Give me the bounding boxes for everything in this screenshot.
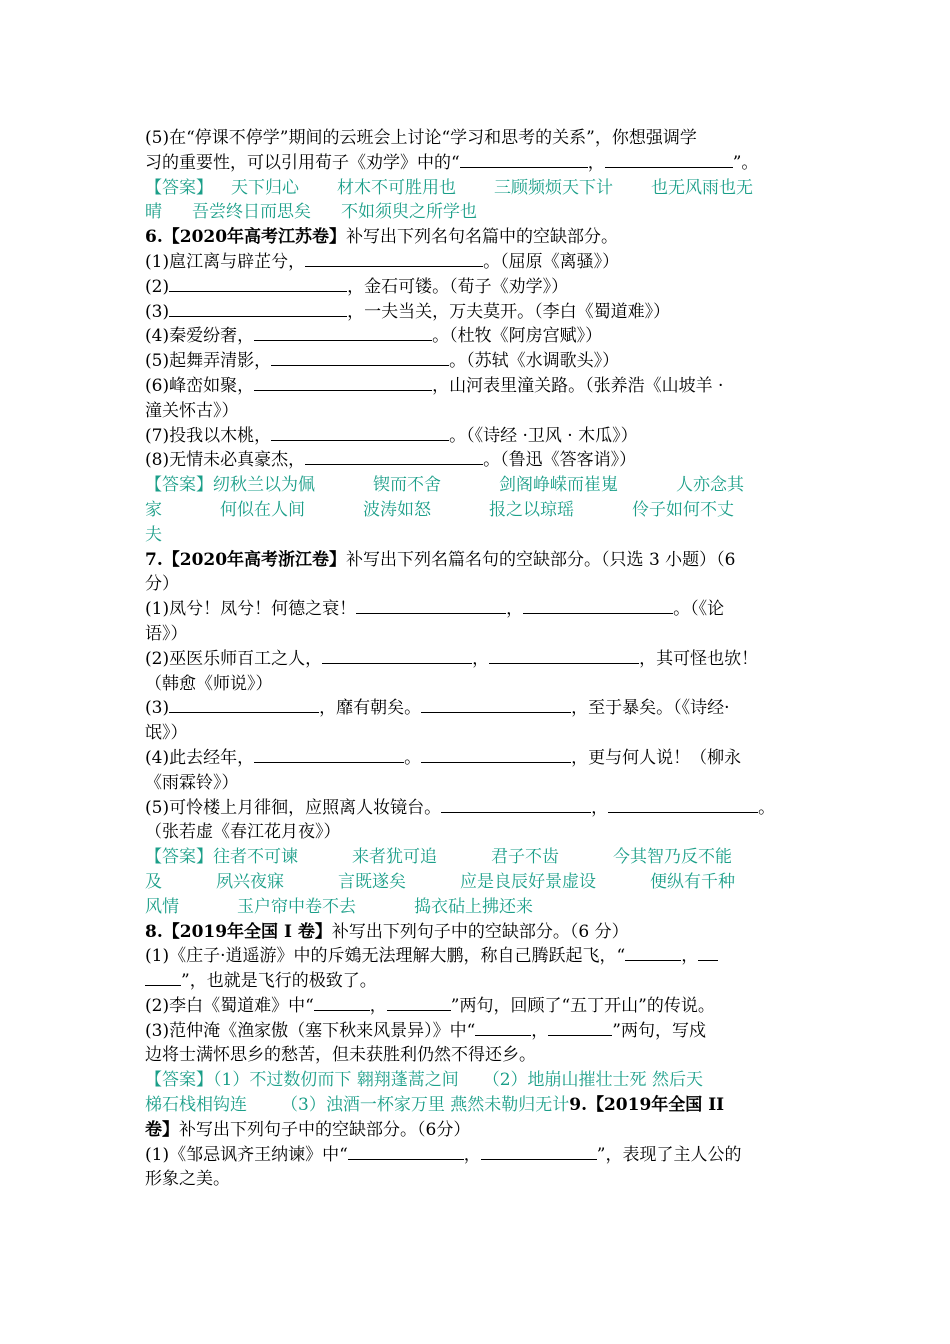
q6-item4: (4)秦爱纷奢， 。（杜牧《阿房宫赋》） — [145, 326, 603, 347]
q7-answer-line1: 【答案】往者不可谏 来者犹可追 君子不齿 今其智乃反不能 — [145, 847, 732, 868]
q8-item3-cont: 边将士满怀思乡的愁苦，但未获胜利仍然不得还乡。 — [145, 1045, 536, 1066]
answer-blank — [548, 1019, 612, 1036]
q6-item1: (1)扈江离与辟芷兮， 。（屈原《离骚》） — [145, 251, 620, 272]
answer-blank — [348, 1143, 464, 1160]
answer-blank — [322, 647, 472, 664]
q6-item5: (5)起舞弄清影， 。（苏轼《水调歌头》） — [145, 351, 620, 372]
answer-blank — [421, 746, 571, 763]
answer-blank — [254, 374, 432, 391]
q6-item8: (8)无情未必真豪杰， 。（鲁迅《答客诮》） — [145, 450, 637, 471]
q7-title-cont: 分） — [145, 574, 179, 595]
q5-line1: (5)在“停课不停学”期间的云班会上讨论“学习和思考的关系”，你想强调学 — [145, 128, 697, 148]
q9-item1-cont: 形象之美。 — [145, 1169, 230, 1190]
answer-blank — [441, 796, 591, 813]
answer-blank — [305, 250, 483, 267]
q6-item6: (6)峰峦如聚， ，山河表里潼关路。（张养浩《山坡羊 · — [145, 375, 724, 396]
q6-answer-line1: 【答案】纫秋兰以为佩 锲而不舍 剑阁峥嵘而崔嵬 人亦念其 — [145, 475, 744, 496]
q6-answer-line2: 家 何似在人间 波涛如怒 报之以琼瑶 伶子如何不丈 — [145, 499, 734, 520]
q5-line2: 习的重要性，可以引用荀子《劝学》中的“ ， ”。 — [145, 152, 759, 173]
q7-item2-cont: （韩愈《师说》） — [145, 673, 273, 694]
q6-item3: (3) ，一夫当关，万夫莫开。（李白《蜀道难》） — [145, 301, 671, 322]
document-page — [145, 126, 813, 1192]
q7-item1-cont: 语》） — [145, 623, 188, 644]
q7-item5-cont: （张若虚《春江花月夜》） — [145, 822, 341, 843]
answer-blank — [489, 647, 639, 664]
answer-blank — [481, 1143, 597, 1160]
q7-item4: (4)此去经年， 。 ，更与何人说！（柳永 — [145, 747, 742, 768]
q8-item2: (2)李白《蜀道难》中“ ， ”两句，回顾了“五丁开山”的传说。 — [145, 995, 715, 1016]
q7-item3-cont: 氓》） — [145, 723, 188, 744]
answer-blank — [475, 1019, 531, 1036]
blank — [605, 151, 733, 168]
q8-title: 8.【2019年全国 I 卷】补写出下列句子中的空缺部分。（6 分） — [145, 921, 629, 942]
answer-blank — [356, 597, 506, 614]
q7-item5: (5)可怜楼上月徘徊，应照离人妆镜台。 ， 。 — [145, 797, 776, 818]
q9-item1: (1)《邹忌讽齐王纳谏》中“ ， ”，表现了主人公的 — [145, 1144, 742, 1165]
q7-item1: (1)凤兮！凤兮！何德之衰！ ， 。（《论 — [145, 599, 725, 620]
q7-answer-line3: 风情 玉户帘中卷不去 捣衣砧上拂还来 — [145, 896, 533, 917]
q7-item4-cont: 《雨霖铃》） — [145, 772, 239, 793]
q6-title: 6.【2020年高考江苏卷】补写出下列名句名篇中的空缺部分。 — [145, 227, 619, 248]
q6-item7: (7)投我以木桃， 。（《诗经 ·卫风 · 木瓜》） — [145, 425, 638, 446]
answer-blank — [169, 300, 347, 317]
q5-answer-line1: 【答案】 天下归心 材木不可胜用也 三顾频烦天下计 也无风雨也无 — [145, 177, 753, 198]
answer-blank — [305, 448, 483, 465]
answer-blank — [145, 969, 181, 986]
q6-item2: (2) ，金石可镂。（荀子《劝学》） — [145, 276, 569, 297]
answer-blank — [314, 994, 370, 1011]
answer-blank — [421, 696, 571, 713]
q8-item3: (3)范仲淹《渔家傲（塞下秋来风景异）》中“ ， ”两句，写戍 — [145, 1020, 706, 1041]
answer-blank — [698, 944, 718, 961]
answer-blank — [271, 349, 449, 366]
answer-blank — [254, 324, 432, 341]
answer-blank — [271, 424, 449, 441]
q8-answer-line2-q9-title: 梯石栈相钩连 （3）浊酒一杯家万里 燕然未勒归无计9.【2019年全国 II — [145, 1095, 725, 1116]
q6-answer-line3: 夫 — [145, 524, 162, 545]
answer-blank — [254, 746, 404, 763]
q7-answer-line2: 及 夙兴夜寐 言既遂矣 应是良辰好景虚设 便纵有千种 — [145, 871, 735, 892]
blank — [460, 151, 588, 168]
q7-title: 7.【2020年高考浙江卷】补写出下列名篇名句的空缺部分。（只选 3 小题）（6 — [145, 549, 736, 570]
q7-item3: (3) ，靡有朝矣。 ，至于暴矣。（《诗经· — [145, 698, 730, 719]
q8-answer-line1: 【答案】（1）不过数仞而下 翱翔蓬蒿之间 （2）地崩山摧壮士死 然后天 — [145, 1070, 703, 1091]
q5-answer-line2: 晴 吾尝终日而思矣 不如须臾之所学也 — [145, 202, 477, 223]
answer-blank — [523, 597, 673, 614]
answer-blank — [625, 944, 681, 961]
answer-blank — [169, 275, 347, 292]
answer-blank — [608, 796, 758, 813]
q6-item6-cont: 潼关怀古》） — [145, 400, 239, 421]
q8-item1-cont: ”，也就是飞行的极致了。 — [145, 969, 813, 994]
answer-blank — [387, 994, 451, 1011]
q9-title-cont: 卷】补写出下列句子中的空缺部分。（6分） — [145, 1119, 471, 1140]
q7-item2: (2)巫医乐师百工之人， ， ，其可怪也欤！ — [145, 648, 759, 669]
q8-item1: (1)《庄子·逍遥游》中的斥鴳无法理解大鹏，称自己腾跃起飞，“ ， — [145, 944, 813, 969]
answer-blank — [169, 696, 319, 713]
